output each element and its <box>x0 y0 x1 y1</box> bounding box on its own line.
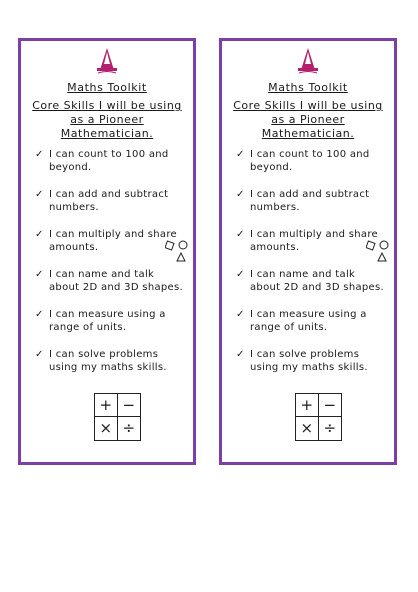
operations-grid <box>94 393 141 441</box>
skill-text: I can multiply and share amounts. <box>250 229 378 253</box>
check-icon: ✓ <box>236 229 245 240</box>
skill-text: I can name and talk about 2D and 3D shapes. <box>49 269 183 293</box>
skill-text: I can measure using a range of units. <box>49 309 166 333</box>
school-logo-icon <box>295 46 321 76</box>
check-icon: ✓ <box>35 269 44 280</box>
skill-item <box>35 268 187 294</box>
check-icon: ✓ <box>236 189 245 200</box>
check-icon: ✓ <box>236 149 245 160</box>
minus-symbol: − <box>319 394 342 417</box>
card-title: Maths Toolkit <box>268 81 348 94</box>
bookmark-card-right <box>219 38 397 465</box>
shapes-icon <box>165 239 189 263</box>
plus-symbol: + <box>95 394 118 417</box>
check-icon: ✓ <box>35 189 44 200</box>
skill-text: I can name and talk about 2D and 3D shapes. <box>250 269 384 293</box>
skill-item <box>236 348 388 374</box>
operations-grid <box>295 393 342 441</box>
skill-text: I can add and subtract numbers. <box>49 189 169 213</box>
skill-item <box>236 188 388 214</box>
check-icon: ✓ <box>35 229 44 240</box>
multiply-symbol: × <box>95 417 118 440</box>
skill-text: I can solve problems using my maths skills. <box>49 349 167 373</box>
check-icon: ✓ <box>236 269 245 280</box>
check-icon: ✓ <box>35 309 44 320</box>
skill-item <box>35 308 187 334</box>
divide-symbol: ÷ <box>323 419 337 437</box>
skill-text: I can count to 100 and beyond. <box>250 149 370 173</box>
plus-symbol: + <box>296 394 319 417</box>
skill-item <box>236 308 388 334</box>
skill-item <box>35 188 187 214</box>
bookmark-card-left <box>18 38 196 465</box>
skill-text: I can solve problems using my maths skills. <box>250 349 368 373</box>
school-logo-icon <box>94 46 120 76</box>
skill-item <box>236 268 388 294</box>
card-title: Maths Toolkit <box>67 81 147 94</box>
divide-symbol: ÷ <box>122 419 136 437</box>
check-icon: ✓ <box>236 309 245 320</box>
check-icon: ✓ <box>35 149 44 160</box>
skill-item <box>236 148 388 174</box>
skill-text: I can multiply and share amounts. <box>49 229 177 253</box>
skill-text: I can count to 100 and beyond. <box>49 149 169 173</box>
skill-item <box>35 148 187 174</box>
check-icon: ✓ <box>236 349 245 360</box>
multiply-symbol: × <box>296 417 319 440</box>
shapes-icon <box>366 239 390 263</box>
skill-text: I can measure using a range of units. <box>250 309 367 333</box>
card-subtitle: Core Skills I will be using as a Pioneer Mathematician. <box>32 99 182 140</box>
card-subtitle: Core Skills I will be using as a Pioneer Mathematician. <box>233 99 383 140</box>
minus-symbol: − <box>118 394 141 417</box>
check-icon: ✓ <box>35 349 44 360</box>
skill-text: I can add and subtract numbers. <box>250 189 370 213</box>
skill-item <box>35 348 187 374</box>
